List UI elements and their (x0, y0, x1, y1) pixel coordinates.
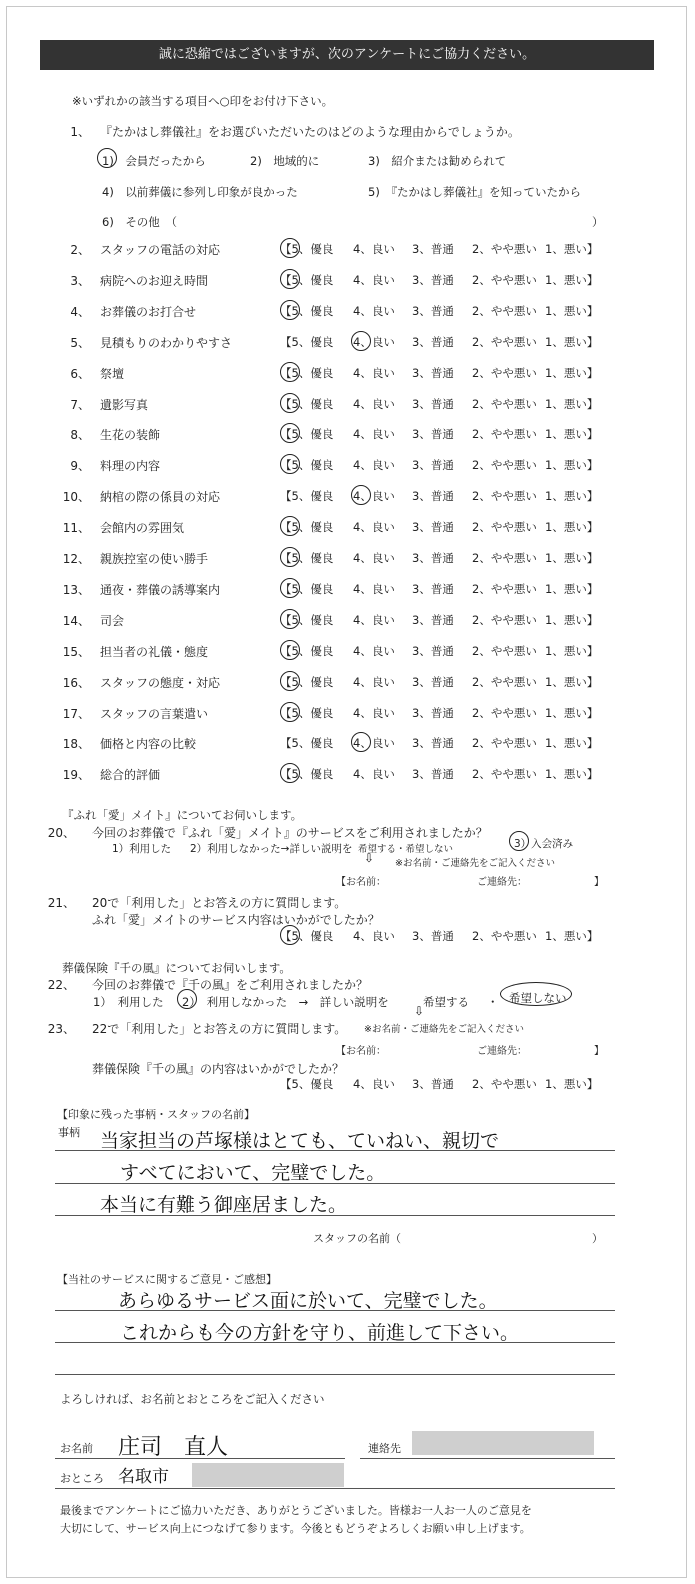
rating-scale (280, 766, 610, 782)
rating-option-3[interactable]: 3、普通 (412, 520, 454, 535)
q21-text2: ふれ「愛」メイトのサービス内容はいかがでしたか？ (92, 913, 380, 927)
footer-line-2: 大切にして、サービス向上につなげて参ります。今後ともどうぞよろしくお願い申し上げます。 (60, 1522, 531, 1535)
question-text: 生花の装飾 (100, 428, 161, 443)
rating-option-1[interactable]: 1、悪い】 (545, 705, 599, 720)
rating-option-2[interactable]: 2、やや悪い (472, 334, 537, 349)
impression-line-2: すべてにおいて、完璧でした。 (120, 1162, 386, 1184)
impression-label: 事柄 (58, 1126, 80, 1139)
q1-option-4[interactable]: 4) 以前葬儀に参列し印象が良かった (102, 185, 298, 199)
q1-option-2[interactable]: 2) 地域的に (250, 154, 320, 168)
rating-option-5[interactable]: 【5、優良 (280, 365, 334, 380)
question-number: 12、 (62, 552, 90, 566)
q21-text: 20で「利用した」とお答えの方に質問します。 (92, 896, 347, 910)
question-text: 司会 (100, 613, 125, 628)
opinion-line-1: あらゆるサービス面に於いて、完璧でした。 (118, 1290, 498, 1312)
redacted-address (192, 1463, 344, 1487)
fureai-heading: 『ふれ「愛」メイト』についてお伺いします。 (62, 808, 303, 822)
rating-option-2[interactable]: 2、やや悪い (472, 643, 537, 658)
rating-option-5[interactable]: 【5、優良 (280, 303, 334, 318)
question-text: スタッフの態度・対応 (100, 675, 221, 690)
q23-rating-scale (280, 1076, 610, 1092)
question-text: 病院へのお迎え時間 (100, 273, 209, 288)
rating-option-3[interactable]: 3、普通 (412, 736, 454, 751)
rating-scale (280, 705, 610, 721)
rating-scale (280, 272, 610, 288)
selection-circle (280, 238, 300, 258)
q23-text: 22で「利用した」とお答えの方に質問します。 (92, 1022, 347, 1036)
rating-option-3[interactable]: 3、普通 (412, 334, 454, 349)
rating-option-1[interactable]: 1、悪い】 (545, 396, 599, 411)
question-number: 9、 (70, 459, 90, 474)
rating-option-4[interactable]: 4、良い (353, 272, 395, 287)
rating-option-4[interactable]: 4、良い (353, 303, 395, 318)
q20-contact-label: ご連絡先： (477, 877, 527, 888)
impression-line-1: 当家担当の芦塚様はとても、ていねい、親切で (100, 1130, 500, 1152)
rating-option-2[interactable]: 2、やや悪い (472, 612, 537, 627)
rating-option-5[interactable]: 【5、優良 (280, 458, 334, 473)
rating-option-5[interactable]: 【5、優良 (280, 396, 334, 411)
rating-option-3[interactable]: 3、普通 (412, 396, 454, 411)
instruction-text: ※いずれかの該当する項目へ○印をお付け下さい。 (72, 94, 334, 108)
rating-option-3[interactable]: 3、普通 (412, 365, 454, 380)
rating-option-5[interactable]: 【5、優良 (280, 272, 334, 287)
staff-name-close: ） (592, 1232, 603, 1245)
question-text: 納棺の際の係員の対応 (100, 490, 221, 505)
down-arrow-icon: ⇩ (414, 1004, 425, 1018)
question-text: お葬儀のお打合せ (100, 304, 197, 319)
writing-line (55, 1374, 615, 1375)
rating-scale (280, 519, 610, 535)
rating-option-3[interactable]: 3、普通 (412, 458, 454, 473)
question-text: 会館内の雰囲気 (100, 521, 185, 536)
rating-option-2[interactable]: 2、やや悪い (472, 674, 537, 689)
question-text: 見積もりのわかりやすさ (100, 335, 233, 350)
contact-prompt: よろしければ、お名前とおところをご記入ください (60, 1392, 325, 1406)
address-underline (55, 1488, 615, 1489)
rating-option-1[interactable]: 1、悪い】 (545, 458, 599, 473)
rating-option-1[interactable]: 1、悪い】 (545, 612, 599, 627)
question-number: 10、 (62, 490, 90, 505)
question-number: 13、 (62, 582, 90, 597)
rating-option-4[interactable]: 4、良い (353, 929, 395, 943)
name-label: お名前 (60, 1442, 93, 1455)
rating-option-1[interactable]: 1、悪い】 (545, 489, 599, 504)
footer-line-1: 最後までアンケートにご協力いただき、ありがとうございました。皆様お一人お一人のご意見を (60, 1504, 532, 1517)
rating-option-3[interactable]: 3、普通 (412, 489, 454, 504)
question-number: 7、 (70, 397, 90, 412)
rating-option-2[interactable]: 2、やや悪い (472, 458, 537, 473)
q21-number: 21、 (47, 896, 75, 910)
question-number: 5、 (70, 335, 90, 350)
rating-option-4[interactable]: 4、良い (353, 736, 395, 751)
contact-label: 連絡先 (368, 1442, 401, 1455)
question-number: 6、 (70, 366, 90, 381)
rating-option-4[interactable]: 4、良い (353, 705, 395, 720)
rating-option-5[interactable]: 【5、優良 (280, 767, 334, 782)
rating-option-3[interactable]: 3、普通 (412, 705, 454, 720)
rating-option-1[interactable]: 1、悪い】 (545, 929, 599, 943)
rating-option-5[interactable]: 【5、優良 (280, 581, 334, 596)
q1-option-3[interactable]: 3) 紹介または勧められて (368, 154, 507, 168)
rating-option-2[interactable]: 2、やや悪い (472, 489, 537, 504)
question-number: 14、 (62, 613, 90, 628)
rating-option-5[interactable]: 【5、優良 (280, 551, 334, 565)
rating-scale (280, 303, 610, 319)
rating-option-5[interactable]: 【5、優良 (280, 334, 334, 349)
rating-option-1[interactable]: 1、悪い】 (545, 1077, 599, 1091)
rating-option-4[interactable]: 4、良い (353, 612, 395, 627)
name-value: 庄司 直人 (118, 1435, 229, 1460)
question-text: 価格と内容の比較 (100, 737, 197, 752)
q22-text: 今回のお葬儀で『千の風』をご利用されましたか？ (92, 978, 369, 992)
q20-option-not-used[interactable]: 2）利用しなかった→詳しい説明を (190, 843, 353, 855)
rating-option-3[interactable]: 3、普通 (412, 929, 454, 943)
address-label: おところ (60, 1472, 104, 1485)
rating-scale (280, 550, 610, 566)
q22-option-used[interactable]: 1） 利用した (93, 995, 164, 1009)
rating-scale (280, 612, 610, 628)
question-number: 18、 (62, 737, 90, 752)
q1-close-paren: ） (592, 215, 604, 229)
rating-option-2[interactable]: 2、やや悪い (472, 705, 537, 720)
rating-option-3[interactable]: 3、普通 (412, 767, 454, 782)
question-number: 4、 (70, 304, 90, 319)
name-underline (55, 1458, 345, 1459)
question-number: 15、 (62, 644, 90, 659)
survey-header: 誠に恐縮ではございますが、次のアンケートにご協力ください。 (40, 40, 654, 70)
rating-option-2[interactable]: 2、やや悪い (472, 929, 537, 943)
question-text: スタッフの電話の対応 (100, 243, 221, 257)
q22-separator: ・ (487, 995, 499, 1009)
q1-option-1[interactable]: 1) 会員だったから (102, 154, 206, 168)
selection-circle (351, 331, 371, 351)
rating-option-2[interactable]: 2、やや悪い (472, 581, 537, 596)
rating-option-5[interactable]: 【5、優良 (280, 612, 334, 627)
q23-text2: 葬儀保険『千の風』の内容はいかがでしたか？ (92, 1062, 345, 1076)
selection-circle (280, 393, 300, 413)
rating-option-4[interactable]: 4、良い (353, 767, 395, 782)
rating-option-1[interactable]: 1、悪い】 (545, 272, 599, 287)
rating-option-4[interactable]: 4、良い (353, 396, 395, 411)
rating-option-1[interactable]: 1、悪い】 (545, 520, 599, 535)
rating-option-3[interactable]: 3、普通 (412, 427, 454, 442)
rating-option-1[interactable]: 1、悪い】 (545, 736, 599, 751)
selection-circle (280, 547, 300, 567)
question-number: 16、 (62, 675, 90, 690)
down-arrow-icon: ⇩ (364, 851, 375, 865)
rating-option-2[interactable]: 2、やや悪い (472, 396, 537, 411)
address-value: 名取市 (118, 1467, 169, 1487)
question-text: 遺影写真 (100, 397, 149, 412)
question-number: 8、 (70, 428, 90, 443)
rating-option-2[interactable]: 2、やや悪い (472, 520, 537, 535)
q23-name-label: 【お名前： (336, 1046, 386, 1057)
opinion-line-2: これからも今の方針を守り、前進して下さい。 (120, 1322, 520, 1344)
selection-circle (509, 831, 529, 851)
question-number: 11、 (62, 521, 90, 536)
rating-option-4[interactable]: 4、良い (353, 520, 395, 535)
rating-scale (280, 674, 610, 690)
q20-option-used[interactable]: 1）利用した (112, 843, 172, 855)
rating-option-4[interactable]: 4、良い (353, 427, 395, 442)
rating-option-4[interactable]: 4、良い (353, 551, 395, 565)
rating-option-3[interactable]: 3、普通 (412, 1077, 454, 1091)
rating-option-1[interactable]: 1、悪い】 (545, 551, 599, 565)
rating-option-5[interactable]: 【5、優良 (280, 643, 334, 658)
rating-option-1[interactable]: 1、悪い】 (545, 303, 599, 318)
rating-scale (280, 426, 610, 442)
rating-option-2[interactable]: 2、やや悪い (472, 767, 537, 782)
rating-option-5[interactable]: 【5、優良 (280, 736, 334, 751)
rating-option-4[interactable]: 4、良い (353, 489, 395, 504)
senno-heading: 葬儀保険『千の風』についてお伺いします。 (62, 961, 291, 975)
rating-option-5[interactable]: 【5、優良 (280, 674, 334, 689)
rating-option-4[interactable]: 4、良い (353, 365, 395, 380)
rating-option-1[interactable]: 1、悪い】 (545, 334, 599, 349)
q20-number: 20、 (47, 826, 75, 840)
rating-option-3[interactable]: 3、普通 (412, 272, 454, 287)
question-text: 祭壇 (100, 366, 125, 381)
rating-scale (280, 643, 610, 659)
rating-scale (280, 365, 610, 381)
rating-option-2[interactable]: 2、やや悪い (472, 427, 537, 442)
rating-option-2[interactable]: 2、やや悪い (472, 242, 537, 256)
q20-note: ※お名前・ご連絡先をご記入ください (395, 858, 555, 869)
question-number: 19、 (62, 768, 90, 783)
selection-circle (280, 702, 300, 722)
rating-option-4[interactable]: 4、良い (353, 334, 395, 349)
q20-option-hope[interactable]: 希望する・希望しない (358, 844, 454, 855)
rating-option-1[interactable]: 1、悪い】 (545, 767, 599, 782)
redacted-contact (412, 1431, 594, 1455)
rating-scale (280, 457, 610, 473)
staff-name-label: スタッフの名前（ (313, 1232, 401, 1245)
question-text: スタッフの言葉遣い (100, 706, 209, 721)
rating-scale (280, 735, 610, 751)
question-text: 親族控室の使い勝手 (100, 552, 209, 566)
question-number: 17、 (62, 706, 90, 721)
selection-circle (280, 925, 300, 945)
impression-title: 【印象に残った事柄・スタッフの名前】 (57, 1108, 255, 1121)
rating-option-3[interactable]: 3、普通 (412, 303, 454, 318)
rating-option-3[interactable]: 3、普通 (412, 674, 454, 689)
selection-circle (280, 671, 300, 691)
rating-option-5[interactable]: 【5、優良 (280, 1077, 334, 1091)
rating-option-5[interactable]: 【5、優良 (280, 520, 334, 535)
rating-option-2[interactable]: 2、やや悪い (472, 736, 537, 751)
rating-scale (280, 488, 610, 504)
rating-option-4[interactable]: 4、良い (353, 674, 395, 689)
rating-option-4[interactable]: 4、良い (353, 581, 395, 596)
rating-option-1[interactable]: 1、悪い】 (545, 427, 599, 442)
rating-option-5[interactable]: 【5、優良 (280, 705, 334, 720)
rating-option-4[interactable]: 4、良い (353, 242, 395, 256)
rating-option-4[interactable]: 4、良い (353, 643, 395, 658)
rating-scale (280, 396, 610, 412)
selection-circle (97, 148, 117, 168)
rating-option-3[interactable]: 3、普通 (412, 242, 454, 256)
rating-option-4[interactable]: 4、良い (353, 458, 395, 473)
selection-circle (280, 640, 300, 660)
selection-circle (280, 300, 300, 320)
q22-number: 22、 (47, 978, 75, 992)
q1-text: 『たかはし葬儀社』をお選びいただいたのはどのような理由からでしょうか。 (100, 125, 520, 139)
rating-option-1[interactable]: 1、悪い】 (545, 581, 599, 596)
q1-option-5[interactable]: 5) 『たかはし葬儀社』を知っていたから (368, 185, 582, 199)
contact-underline (360, 1458, 615, 1459)
rating-scale (280, 334, 610, 350)
rating-scale (280, 581, 610, 597)
rating-option-5[interactable]: 【5、優良 (280, 489, 334, 504)
rating-option-4[interactable]: 4、良い (353, 1077, 395, 1091)
rating-option-2[interactable]: 2、やや悪い (472, 1077, 537, 1091)
q20-name-label: 【お名前： (336, 877, 386, 888)
rating-option-2[interactable]: 2、やや悪い (472, 272, 537, 287)
q23-note: ※お名前・ご連絡先をご記入ください (364, 1024, 524, 1035)
question-text: 担当者の礼儀・態度 (100, 644, 209, 659)
q21-rating-scale (280, 928, 610, 944)
q1-number: 1、 (70, 125, 90, 139)
rating-option-2[interactable]: 2、やや悪い (472, 365, 537, 380)
rating-option-2[interactable]: 2、やや悪い (472, 303, 537, 318)
question-text: 通夜・葬儀の誘導案内 (100, 582, 221, 597)
q20-option-member[interactable]: 3）入会済み (514, 838, 574, 850)
q23-close-bracket: 】 (594, 1046, 604, 1057)
rating-option-3[interactable]: 3、普通 (412, 581, 454, 596)
q22-option-no-hope[interactable]: 希望しない (509, 991, 567, 1005)
question-number: 2、 (70, 243, 90, 257)
rating-option-1[interactable]: 1、悪い】 (545, 242, 599, 256)
q22-option-hope[interactable]: 希望する (423, 995, 469, 1009)
selection-circle (280, 269, 300, 289)
q20-text: 今回のお葬儀で『ふれ「愛」メイト』のサービスをご利用されましたか？ (92, 826, 488, 840)
rating-option-5[interactable]: 【5、優良 (280, 427, 334, 442)
selection-circle (280, 609, 300, 629)
impression-line-3: 本当に有難う御座居ました。 (100, 1194, 348, 1216)
q22-option-not-used[interactable]: 2） 利用しなかった → 詳しい説明を (182, 995, 389, 1009)
rating-option-1[interactable]: 1、悪い】 (545, 365, 599, 380)
opinion-title: 【当社のサービスに関するご意見・ご感想】 (57, 1273, 277, 1286)
rating-option-3[interactable]: 3、普通 (412, 612, 454, 627)
rating-scale (280, 241, 610, 257)
q23-number: 23、 (47, 1022, 75, 1036)
question-text: 総合的評価 (100, 768, 161, 783)
rating-option-3[interactable]: 3、普通 (412, 551, 454, 565)
rating-option-1[interactable]: 1、悪い】 (545, 674, 599, 689)
selection-circle (280, 362, 300, 382)
q23-contact-label: ご連絡先： (477, 1046, 527, 1057)
rating-option-1[interactable]: 1、悪い】 (545, 643, 599, 658)
rating-option-2[interactable]: 2、やや悪い (472, 551, 537, 565)
q1-option-6[interactable]: 6) その他 （ (102, 215, 178, 229)
rating-option-5[interactable]: 【5、優良 (280, 929, 334, 943)
selection-circle (500, 982, 572, 1006)
q20-close-bracket: 】 (594, 877, 604, 888)
selection-circle (280, 578, 300, 598)
rating-option-5[interactable]: 【5、優良 (280, 242, 334, 256)
rating-option-3[interactable]: 3、普通 (412, 643, 454, 658)
question-text: 料理の内容 (100, 459, 161, 474)
question-number: 3、 (70, 273, 90, 288)
selection-circle (280, 516, 300, 536)
